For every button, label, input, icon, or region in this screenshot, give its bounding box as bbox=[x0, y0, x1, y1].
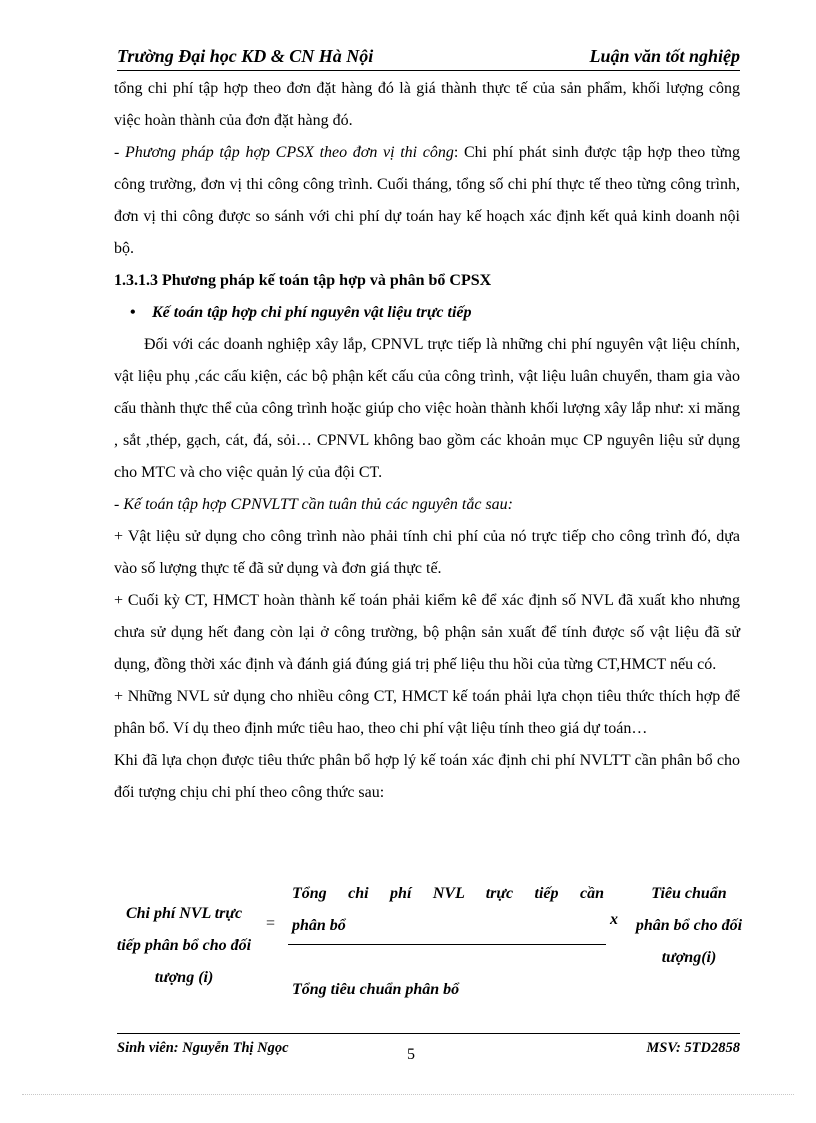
formula-right-term: Tiêu chuẩn phân bổ cho đối tượng(i) bbox=[635, 885, 743, 966]
formula-numerator bbox=[292, 878, 604, 942]
paragraph: + Những NVL sử dụng cho nhiều công CT, HMCT kế toán phải lựa chọn tiêu thức thích hợp để phân bổ. Ví dụ theo định mức tiêu hao, theo chi phí vật liệu tính theo giá dự toán… bbox=[114, 688, 740, 737]
formula-left-term: Chi phí NVL trực tiếp phân bổ cho đối tượng (i) bbox=[116, 905, 252, 986]
formula-equals: = bbox=[266, 915, 276, 932]
page-footer bbox=[117, 1033, 740, 1063]
paragraph: tổng chi phí tập hợp theo đơn đặt hàng đó là giá thành thực tế của sản phẩm, khối lượng công việc hoàn thành của đơn đặt hàng đó. bbox=[114, 80, 740, 129]
document-body bbox=[114, 73, 740, 809]
method-description: : Chi phí phát sinh được tập hợp theo từng công trường, đơn vị thi công công trình. Cuối tháng, tổng số chi phí thực tế theo từng công trình, đơn vị thi công được so sánh với chi phí dự toán hay kế hoạch xác định kết quả kinh doanh nội bộ. bbox=[114, 144, 740, 257]
header-thesis-label: Luận văn tốt nghiệp bbox=[589, 46, 740, 66]
footer-student-id: MSV: 5TD2858 bbox=[646, 1040, 740, 1056]
page-number: 5 bbox=[407, 1046, 415, 1063]
paragraph: - Kế toán tập hợp CPNVLTT cần tuân thủ các nguyên tắc sau: bbox=[114, 496, 514, 513]
bullet-text: Kế toán tập hợp chi phí nguyên vật liệu trực tiếp bbox=[152, 304, 472, 321]
page-edge-divider bbox=[22, 1094, 794, 1095]
footer-student: Sinh viên: Nguyễn Thị Ngọc bbox=[117, 1040, 289, 1056]
bullet-icon: • bbox=[130, 304, 136, 321]
page-header bbox=[117, 44, 740, 71]
bullet-item bbox=[114, 297, 740, 329]
header-university: Trường Đại học KD & CN Hà Nội bbox=[117, 46, 374, 66]
paragraph: + Vật liệu sử dụng cho công trình nào phải tính chi phí của nó trực tiếp cho công trình đó, dựa vào số lượng thực tế đã sử dụng và đơn giá thực tế. bbox=[114, 528, 740, 577]
paragraph: Khi đã lựa chọn được tiêu thức phân bổ hợp lý kế toán xác định chi phí NVLTT cần phân bổ cho đối tượng chịu chi phí theo công thức sau: bbox=[114, 752, 740, 801]
formula-numerator-line1: Tổng chi phí NVL trực tiếp cần bbox=[292, 885, 604, 902]
formula-denominator: Tổng tiêu chuẩn phân bổ bbox=[292, 981, 460, 998]
paragraph bbox=[114, 137, 740, 265]
section-heading: 1.3.1.3 Phương pháp kế toán tập hợp và phân bổ CPSX bbox=[114, 272, 492, 289]
paragraph: Đối với các doanh nghiệp xây lắp, CPNVL trực tiếp là những chi phí nguyên vật liệu chính, vật liệu phụ ,các cấu kiện, các bộ phận kết cấu của công trình, vật liệu luân chuyển, tham gia vào cấu thành thực thể của công trình hoặc giúp cho việc hoàn thành khối lượng xây lắp như: xi măng , sắt ,thép, gạch, cát, đá, sỏi… CPNVL không bao gồm các khoản mục CP nguyên liệu sử dụng cho MTC và cho việc quản lý của đội CT. bbox=[114, 336, 740, 481]
formula-numerator-line2: phân bổ bbox=[292, 917, 346, 934]
method-title: - Phương pháp tập hợp CPSX theo đơn vị thi công bbox=[114, 144, 454, 161]
formula-times: x bbox=[610, 911, 618, 928]
fraction-bar bbox=[288, 944, 606, 945]
paragraph: + Cuối kỳ CT, HMCT hoàn thành kế toán phải kiểm kê để xác định số NVL đã xuất kho nhưng chưa sử dụng hết đang còn lại ở công trường, bộ phận sản xuất để tính được số vật liệu đã sử dụng, đồng thời xác định và đánh giá đúng giá trị phế liệu thu hồi của từng CT,HMCT nếu có. bbox=[114, 592, 740, 673]
allocation-formula bbox=[114, 878, 744, 1008]
